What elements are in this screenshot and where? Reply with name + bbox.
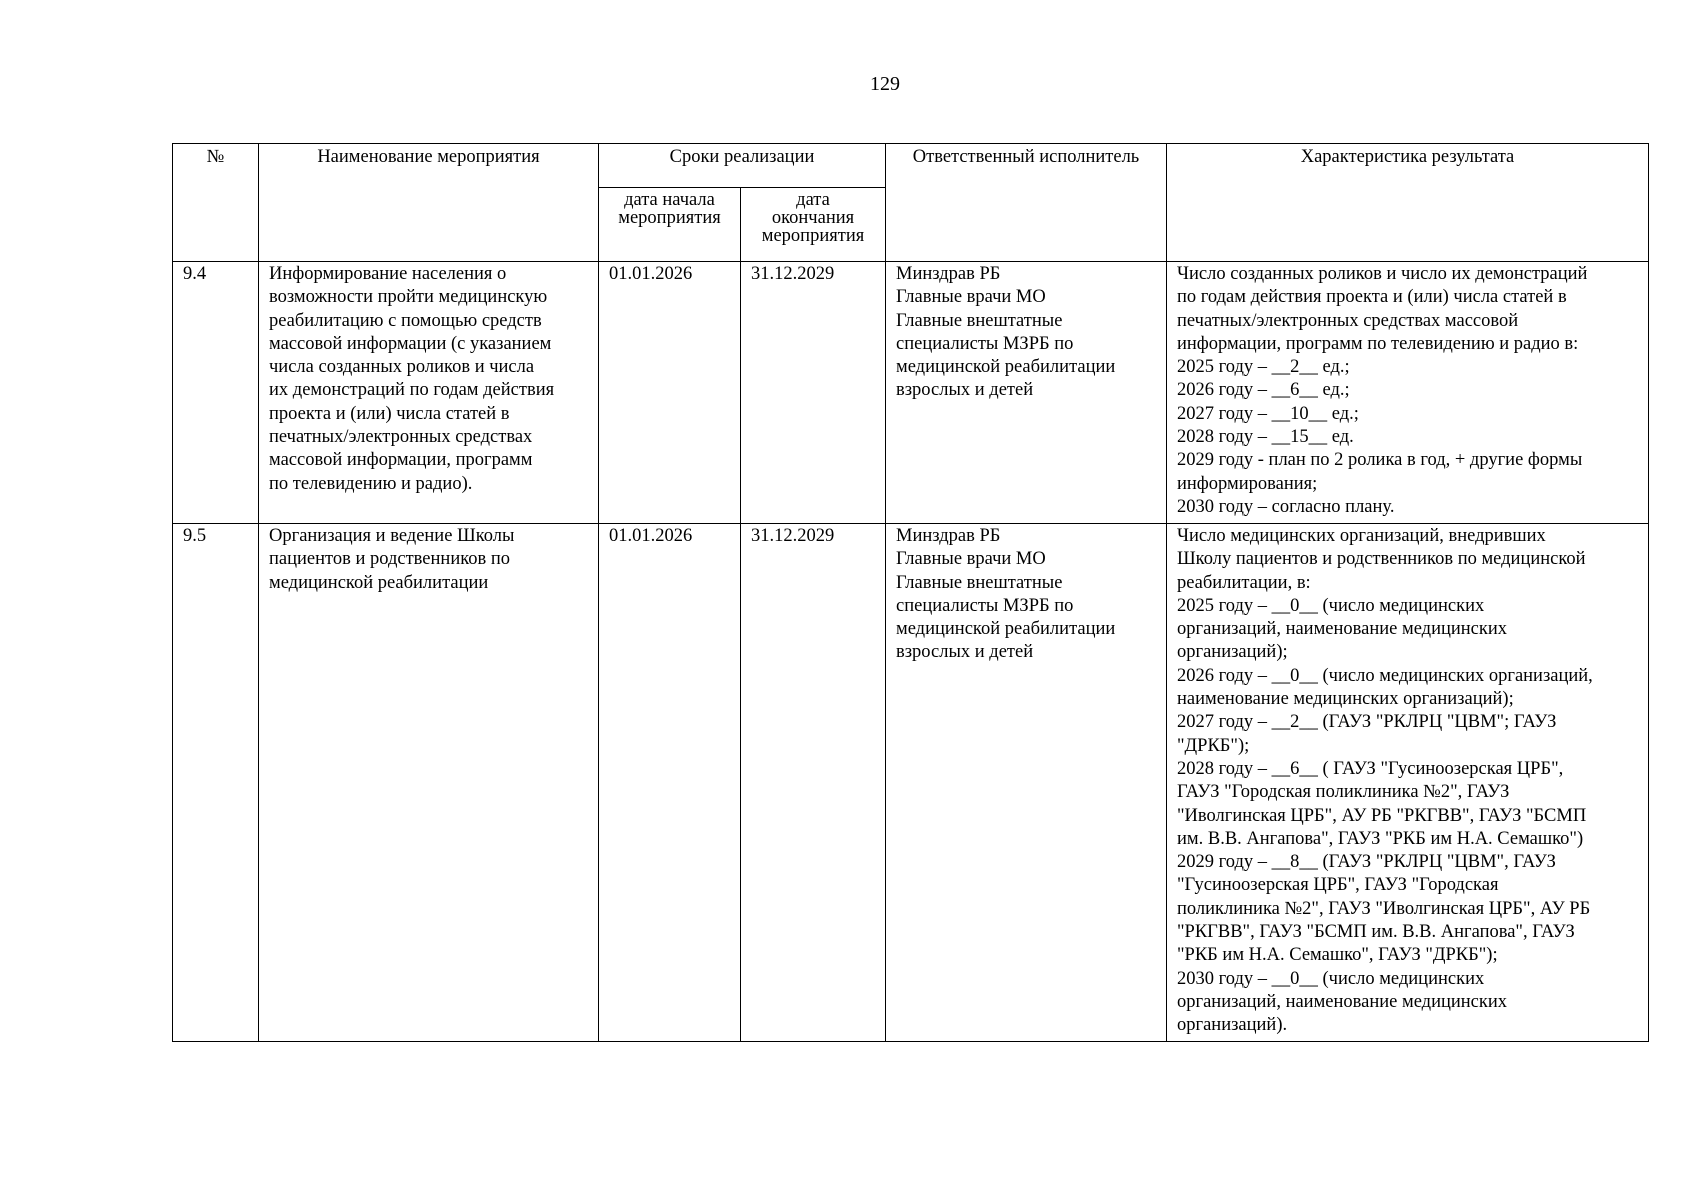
row-name xyxy=(259,524,599,1042)
row-start-date: 01.01.2026 xyxy=(599,262,741,524)
row-result-line: Число созданных роликов и число их демонстраций xyxy=(1177,264,1588,284)
row-result-line: информирования; xyxy=(1177,473,1318,494)
header-row xyxy=(173,144,1649,188)
row-name-line: медицинской реабилитации xyxy=(269,572,489,593)
row-result-line: по годам действия проекта и (или) числа статей в xyxy=(1177,287,1567,308)
row-result-line: "РКБ им Н.А. Семашко", ГАУЗ "ДРКБ"); xyxy=(1177,945,1498,966)
header-end-line: мероприятия xyxy=(761,226,865,246)
row-responsible-line: медицинской реабилитации xyxy=(896,357,1116,378)
row-result-line: наименование медицинских организаций); xyxy=(1177,689,1514,710)
row-result-line: организаций, наименование медицинских xyxy=(1177,991,1508,1012)
row-responsible-line: медицинской реабилитации xyxy=(896,619,1116,640)
row-result-line: организаций, наименование медицинских xyxy=(1177,619,1508,640)
row-responsible-line: взрослых и детей xyxy=(896,380,1034,401)
row-result-line: Школу пациентов и родственников по медицинской xyxy=(1177,549,1586,570)
row-name xyxy=(259,262,599,524)
row-result-line: 2030 году – согласно плану. xyxy=(1177,496,1395,517)
row-result-line: "РКГВВ", ГАУЗ "БСМП им. В.В. Ангапова", ГАУЗ xyxy=(1177,922,1575,943)
header-start-line: мероприятия xyxy=(618,208,721,228)
row-end-date: 31.12.2029 xyxy=(741,262,886,524)
row-responsible xyxy=(886,524,1167,1042)
header-start-date xyxy=(599,188,741,262)
row-end-date: 31.12.2029 xyxy=(741,524,886,1042)
row-result-line: 2028 году – __6__ ( ГАУЗ "Гусиноозерская ЦРБ", xyxy=(1177,758,1564,779)
page-number: 129 xyxy=(870,73,900,95)
row-result-line: организаций); xyxy=(1177,642,1288,663)
row-result-line: 2025 году – __0__ (число медицинских xyxy=(1177,595,1485,616)
row-responsible-line: Главные внештатные xyxy=(896,572,1063,593)
row-start-date: 01.01.2026 xyxy=(599,524,741,1042)
row-result-line: информации, программ по телевидению и радио в: xyxy=(1177,333,1579,354)
row-result-line: Число медицинских организаций, внедривших xyxy=(1177,526,1546,546)
row-name-line: их демонстраций по годам действия xyxy=(269,380,555,401)
row-result-line: 2027 году – __2__ (ГАУЗ "РКЛРЦ "ЦВМ"; ГАУЗ xyxy=(1177,712,1557,733)
activities-table xyxy=(172,143,1649,1042)
header-result: Характеристика результата xyxy=(1167,144,1649,262)
row-responsible-line: взрослых и детей xyxy=(896,642,1034,663)
row-name-line: массовой информации (с указанием xyxy=(269,333,552,354)
row-result-line: 2026 году – __0__ (число медицинских организаций, xyxy=(1177,665,1593,686)
row-result-line: 2030 году – __0__ (число медицинских xyxy=(1177,968,1485,989)
row-result xyxy=(1167,524,1649,1042)
row-result-line: "Гусиноозерская ЦРБ", ГАУЗ "Городская xyxy=(1177,875,1499,896)
row-result-line: 2025 году – __2__ ед.; xyxy=(1177,357,1350,378)
row-num: 9.4 xyxy=(173,262,259,524)
row-name-line: печатных/электронных средствах xyxy=(269,427,533,448)
row-name-line: реабилитацию с помощью средств xyxy=(269,310,542,331)
header-name: Наименование мероприятия xyxy=(259,144,599,262)
row-result-line: 2029 году – __8__ (ГАУЗ "РКЛРЦ "ЦВМ", ГАУЗ xyxy=(1177,852,1556,873)
row-name-line: числа созданных роликов и числа xyxy=(269,357,535,378)
row-num: 9.5 xyxy=(173,524,259,1042)
row-name-line: массовой информации, программ xyxy=(269,450,533,471)
header-end-line: дата xyxy=(796,190,830,210)
row-name-line: проекта и (или) числа статей в xyxy=(269,403,510,424)
row-result-line: "ДРКБ"); xyxy=(1177,735,1250,756)
table-row xyxy=(173,524,1649,1042)
header-start-line: дата начала xyxy=(624,190,715,210)
row-responsible xyxy=(886,262,1167,524)
row-result-line: 2029 году - план по 2 ролика в год, + другие формы xyxy=(1177,450,1583,471)
row-result-line: 2028 году – __15__ ед. xyxy=(1177,427,1354,448)
row-result-line: поликлиника №2", ГАУЗ "Иволгинская ЦРБ", АУ РБ xyxy=(1177,898,1591,919)
row-result xyxy=(1167,262,1649,524)
row-result-line: "Иволгинская ЦРБ", АУ РБ "РКГВВ", ГАУЗ "БСМП xyxy=(1177,805,1587,826)
row-responsible-line: Главные врачи МО xyxy=(896,287,1046,308)
row-result-line: реабилитации, в: xyxy=(1177,572,1311,593)
row-result-line: 2026 году – __6__ ед.; xyxy=(1177,380,1350,401)
row-name-line: возможности пройти медицинскую xyxy=(269,287,548,308)
row-name-line: пациентов и родственников по xyxy=(269,549,511,570)
header-period: Сроки реализации xyxy=(599,144,886,188)
header-end-date xyxy=(741,188,886,262)
row-responsible-line: специалисты МЗРБ по xyxy=(896,333,1074,354)
header-end-line: окончания xyxy=(771,208,855,228)
row-result-line: ГАУЗ "Городская поликлиника №2", ГАУЗ xyxy=(1177,782,1510,803)
row-responsible-line: специалисты МЗРБ по xyxy=(896,595,1074,616)
row-result-line: печатных/электронных средствах массовой xyxy=(1177,310,1519,331)
row-name-line: по телевидению и радио). xyxy=(269,473,473,494)
header-responsible: Ответственный исполнитель xyxy=(886,144,1167,262)
row-responsible-line: Минздрав РБ xyxy=(896,264,1001,284)
row-name-line: Организация и ведение Школы xyxy=(269,526,515,546)
row-responsible-line: Минздрав РБ xyxy=(896,526,1001,546)
row-responsible-line: Главные внештатные xyxy=(896,310,1063,331)
table-row xyxy=(173,262,1649,524)
row-result-line: 2027 году – __10__ ед.; xyxy=(1177,403,1359,424)
header-num: № xyxy=(173,144,259,262)
row-name-line: Информирование населения о xyxy=(269,264,507,284)
row-result-line: им. В.В. Ангапова", ГАУЗ "РКБ им Н.А. Семашко") xyxy=(1177,828,1584,849)
row-result-line: организаций). xyxy=(1177,1015,1288,1036)
row-responsible-line: Главные врачи МО xyxy=(896,549,1046,570)
